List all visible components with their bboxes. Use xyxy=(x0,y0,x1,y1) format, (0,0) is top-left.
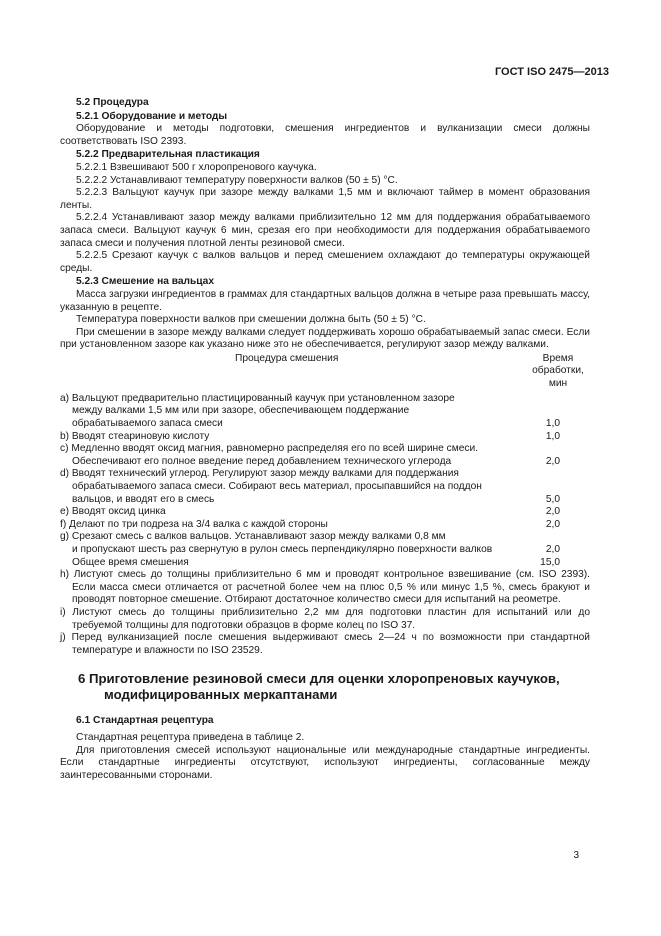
mix-table-body xyxy=(60,393,590,557)
procedure-step-text: f) Делают по три подреза на 3/4 валка с каждой стороны xyxy=(60,518,328,530)
procedure-step-text: между валками 1,5 мм или при зазоре, обеспечивающем поддержание xyxy=(72,405,410,417)
list-item-j: j) Перед вулканизацией после смешения выдерживают смесь 2—24 ч по возможности при стандартной температуре и влажности по ISO 23529. xyxy=(60,632,590,656)
procedure-step-text: Обеспечивают его полное введение перед добавлением технического углерода xyxy=(72,455,452,467)
step-time: 1,0 xyxy=(545,430,560,442)
paragraph: Масса загрузки ингредиентов в граммах для стандартных вальцов должна в четыре раза превышать массу, указанную в рецепте. xyxy=(60,288,590,313)
paragraph: 5.2.2.2 Устанавливают температуру поверхности валков (50 ± 5) °С. xyxy=(76,174,398,186)
paragraph: 5.2.2.5 Срезают каучук с валков вальцов и перед смешением охлаждают до температуры окружающей среды. xyxy=(60,250,590,274)
procedure-step-text: d) Вводят технический углерод. Регулируют зазор между валками для поддержания xyxy=(60,468,459,480)
procedure-step-text: g) Срезают смесь с валков вальцов. Устанавливают зазор между валками 0,8 мм xyxy=(60,531,446,543)
total-label: Общее время смешения xyxy=(72,556,189,568)
standard-id: ГОСТ ISO 2475—2013 xyxy=(494,66,609,78)
procedure-step-text: c) Медленно вводят оксид магния, равномерно распределяя его по всей ширине смеси. xyxy=(60,443,479,455)
heading-6-1: 6.1 Стандартная рецептура xyxy=(76,715,214,727)
total-value: 15,0 xyxy=(540,556,560,568)
list-item-h: h) Листуют смесь до толщины приблизительно 6 мм и проводят контрольное взвешивание (см. ISO 2393). Если масса смеси отличается от расчетной более чем на плюс 0,5 % или минус 1,5 %, смесь бракуют и проводят повторное смешение. Отбирают достаточное количество смеси для испытаний на реометре. xyxy=(60,569,590,606)
table-row xyxy=(60,481,590,494)
heading-5-2-2: 5.2.2 Предварительная пластикация xyxy=(76,149,260,161)
list-item-i: i) Листуют смесь до толщины приблизительно 2,2 мм для подготовки пластин для испытаний или до требуемой толщины для подготовки образцов в форме колец по ISO 37. xyxy=(60,606,590,631)
table-row xyxy=(60,431,590,444)
table-row xyxy=(60,456,590,469)
procedure-step-text: a) Вальцуют предварительно пластицированный каучук при установленном зазоре xyxy=(60,392,455,404)
step-time: 2,0 xyxy=(545,506,560,518)
paragraph: Оборудование и методы подготовки, смешения ингредиентов и вулканизации смеси должны соответствовать ISO 2393. xyxy=(60,123,590,147)
column-header-time: Время обработки, мин xyxy=(532,352,584,390)
procedure-step-text: обрабатываемого запаса смеси. Собирают весь материал, просыпавшийся на поддон xyxy=(72,481,482,493)
procedure-step-text: e) Вводят оксид цинка xyxy=(60,506,166,518)
paragraph: Для приготовления смесей используют национальные или международные стандартные ингредиенты. Если стандартные ингредиенты отсутствуют, используют ингредиенты, согласованные между заинтересованными сторонами. xyxy=(60,744,590,781)
heading-5-2-3: 5.2.3 Смешение на вальцах xyxy=(76,276,215,288)
paragraph: Температура поверхности валков при смешении должна быть (50 ± 5) °С. xyxy=(76,314,426,326)
heading-section-6: 6 Приготовление резиновой смеси для оценки хлоропреновых каучуков, модифицированных меркаптанами xyxy=(78,671,560,703)
table-row xyxy=(60,494,590,507)
page-number: 3 xyxy=(573,850,579,861)
paragraph: 5.2.2.1 Взвешивают 500 г хлоропренового каучука. xyxy=(76,161,317,173)
procedure-step-text: b) Вводят стеариновую кислоту xyxy=(60,430,210,442)
table-row xyxy=(60,418,590,431)
total-row xyxy=(60,557,590,570)
heading-5-2: 5.2 Процедура xyxy=(76,97,149,108)
procedure-step-text: и пропускают шесть раз свернутую в рулон смесь перпендикулярно поверхности валков xyxy=(72,544,493,555)
step-time: 2,0 xyxy=(545,455,560,467)
step-time: 2,0 xyxy=(545,544,560,555)
table-row xyxy=(60,519,590,532)
table-row xyxy=(60,393,590,406)
step-time: 5,0 xyxy=(545,493,560,505)
paragraph: Стандартная рецептура приведена в таблице 2. xyxy=(76,731,305,743)
mix-table-header xyxy=(60,353,590,393)
procedure-step-text: вальцов, и вводят его в смесь xyxy=(72,493,215,505)
procedure-step-text: обрабатываемого запаса смеси xyxy=(72,418,223,430)
step-time: 1,0 xyxy=(545,418,560,430)
table-row xyxy=(60,544,590,557)
column-header-procedure: Процедура смешения xyxy=(235,352,339,364)
table-row xyxy=(60,506,590,519)
paragraph: 5.2.2.4 Устанавливают зазор между валками приблизительно 12 мм для поддержания обрабатываемого запаса смеси. Вальцуют каучук 6 мин, срезая его при необходимости для поддержания обрабатываемого запаса смеси и получения плотной ленты резиновой смеси. xyxy=(60,212,590,249)
table-row xyxy=(60,468,590,481)
paragraph: При смешении в зазоре между валками следует поддерживать хорошо обрабатываемый запас смеси. Если при установленном зазоре как указано ниже это не обеспечивается, регулируют зазор между валками. xyxy=(60,326,590,351)
table-row xyxy=(60,443,590,456)
paragraph: 5.2.2.3 Вальцуют каучук при зазоре между валками 1,5 мм и включают таймер в момент образования ленты. xyxy=(60,187,590,211)
heading-5-2-1: 5.2.1 Оборудование и методы xyxy=(76,110,228,122)
page-content xyxy=(60,96,590,782)
step-time: 2,0 xyxy=(545,518,560,530)
table-row xyxy=(60,531,590,544)
table-row xyxy=(60,405,590,418)
